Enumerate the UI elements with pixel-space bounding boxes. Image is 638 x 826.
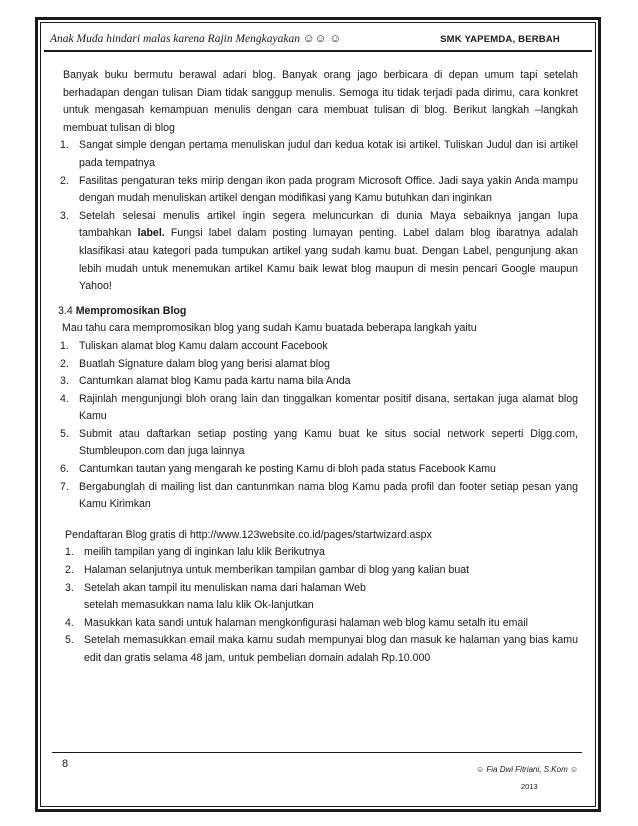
list-number: 2. [65, 564, 74, 577]
list-text: Tuliskan alamat blog Kamu dalam account Facebook [79, 339, 328, 352]
list-item [60, 461, 578, 479]
section-title: Mempromosikan Blog [75, 304, 187, 317]
list-text-bold: label. [137, 227, 165, 240]
footer-rule [52, 752, 582, 753]
blog-writing-steps [58, 137, 578, 295]
list-text: Bergabunglah di mailing list dan cantunmkan nama blog Kamu pada profil dan footer setiap pesan yang Kamu Kirimkan [79, 480, 578, 511]
list-number: 1. [60, 139, 69, 152]
list-item [60, 373, 578, 391]
list-number: 2. [60, 174, 69, 187]
list-item [65, 580, 578, 615]
page-header [44, 33, 592, 49]
intro-paragraph: Banyak buku bermutu berawal adari blog. Banyak orang jago berbicara di depan umum tapi setelah berhadapan dengan tulisan Diam tidak sanggup menulis. Semoga itu tidak terjadi pada dirimu, cara konkret untuk mengasah kemampuan menulis dengan cara membuat tulisan di blog. Berikut langkah –langkah membuat tulisan di blog [63, 69, 578, 134]
promotion-steps [58, 338, 578, 514]
list-item [60, 391, 578, 426]
list-text: Sangat simple dengan pertama menuliskan judul dan kedua kotak isi artikel. Tuliskan Judul dan isi artikel pada tempatnya [79, 139, 578, 169]
list-number: 3. [60, 375, 69, 388]
list-item [60, 173, 578, 208]
list-item [60, 137, 578, 172]
list-item [65, 632, 578, 667]
list-item [60, 208, 578, 296]
list-number: 1. [60, 339, 69, 352]
list-number: 1. [65, 546, 74, 559]
list-text: Halaman selanjutnya untuk memberikan tampilan gambar di blog yang kalian buat [84, 564, 470, 577]
section-lead: Mau tahu cara mempromosikan blog yang sudah Kamu buatada beberapa langkah yaitu [62, 322, 477, 335]
registration-steps [58, 544, 578, 667]
list-number: 3. [65, 581, 74, 594]
list-number: 3. [60, 209, 69, 222]
list-text: setelah memasukkan nama lalu klik Ok-lanjutkan [84, 599, 314, 612]
page-content [58, 67, 578, 668]
list-item [60, 479, 578, 514]
list-text: Cantumkan alamat blog Kamu pada kartu nama bila Anda [79, 375, 351, 388]
list-item [65, 615, 578, 633]
list-text: Cantumkan tautan yang mengarah ke posting Kamu di bloh pada status Facebook Kamu [79, 463, 496, 476]
list-text: Setelah akan tampil itu menuliskan nama dari halaman Web [84, 581, 366, 594]
list-text: meilih tampilan yang di inginkan lalu klik Berikutnya [84, 546, 325, 559]
registration-lead: Pendaftaran Blog gratis di http://www.123website.co.id/pages/startwizard.aspx [65, 528, 432, 541]
list-number: 6. [60, 463, 69, 476]
list-number: 5. [60, 427, 69, 440]
list-number: 5. [65, 634, 74, 647]
list-text: Submit atau daftarkan setiap posting yang Kamu buat ke situs social network seperti Digg.com, Stumbleupon.com dan juga lainnya [79, 427, 578, 458]
list-number: 4. [65, 616, 74, 629]
footer-author: ☺ Fia Dwi Fitriani, S.Kom ☺ [476, 765, 579, 774]
list-item [65, 562, 578, 580]
list-item [60, 356, 578, 374]
list-text: Fungsi label dalam posting lumayan penting. Label dalam blog ibaratnya adalah klasifikasi atau kategori pada tumpukan artikel yang sudah kamu buat. Dengan Label, pengunjung akan lebih mudah untuk menemukan artikel Kamu baik lewat blog maupun di mesin pencari Google maupun Yahoo! [79, 227, 579, 293]
list-number: 2. [60, 357, 69, 370]
list-text: Masukkan kata sandi untuk halaman mengkonfigurasi halaman web blog kamu setalh itu email [84, 616, 529, 629]
list-text: Setelah memasukkan email maka kamu sudah mempunyai blog dan masuk ke halaman yang bias kamu edit dan gratis selama 48 jam, untuk pembelian domain adalah Rp.10.000 [84, 634, 578, 664]
header-school: SMK YAPEMDA, BERBAH [440, 34, 560, 45]
list-item [60, 426, 578, 461]
section-number: 3.4 [58, 304, 73, 317]
header-rule [44, 50, 592, 52]
list-text: Buatlah Signature dalam blog yang berisi alamat blog [79, 357, 330, 370]
header-motto: Anak Muda hindari malas karena Rajin Mengkayakan ☺☺ ☺ [50, 33, 341, 45]
list-item [60, 338, 578, 356]
footer-year: 2013 [521, 782, 538, 791]
page-number: 8 [62, 758, 69, 770]
list-item [65, 544, 578, 562]
spacer [58, 514, 578, 527]
list-text: Rajinlah mengunjungi bloh orang lain dan tinggalkan komentar positif disana, sertakan juga alamat blog Kamu [79, 392, 578, 423]
section-heading [58, 303, 578, 321]
list-number: 4. [60, 392, 69, 405]
list-number: 7. [60, 480, 69, 493]
list-text: Fasilitas pengaturan teks mirip dengan ikon pada program Microsoft Office. Jadi saya yakin Anda mampu dengan mudah menuliskan artikel dengan modifikasi yang Kamu butuhkan dan inginkan [79, 174, 578, 205]
list-text: Setelah selesai menulis artikel ingin segera meluncurkan di dunia Maya sebaiknya jangan lupa tambahkan [79, 209, 578, 240]
